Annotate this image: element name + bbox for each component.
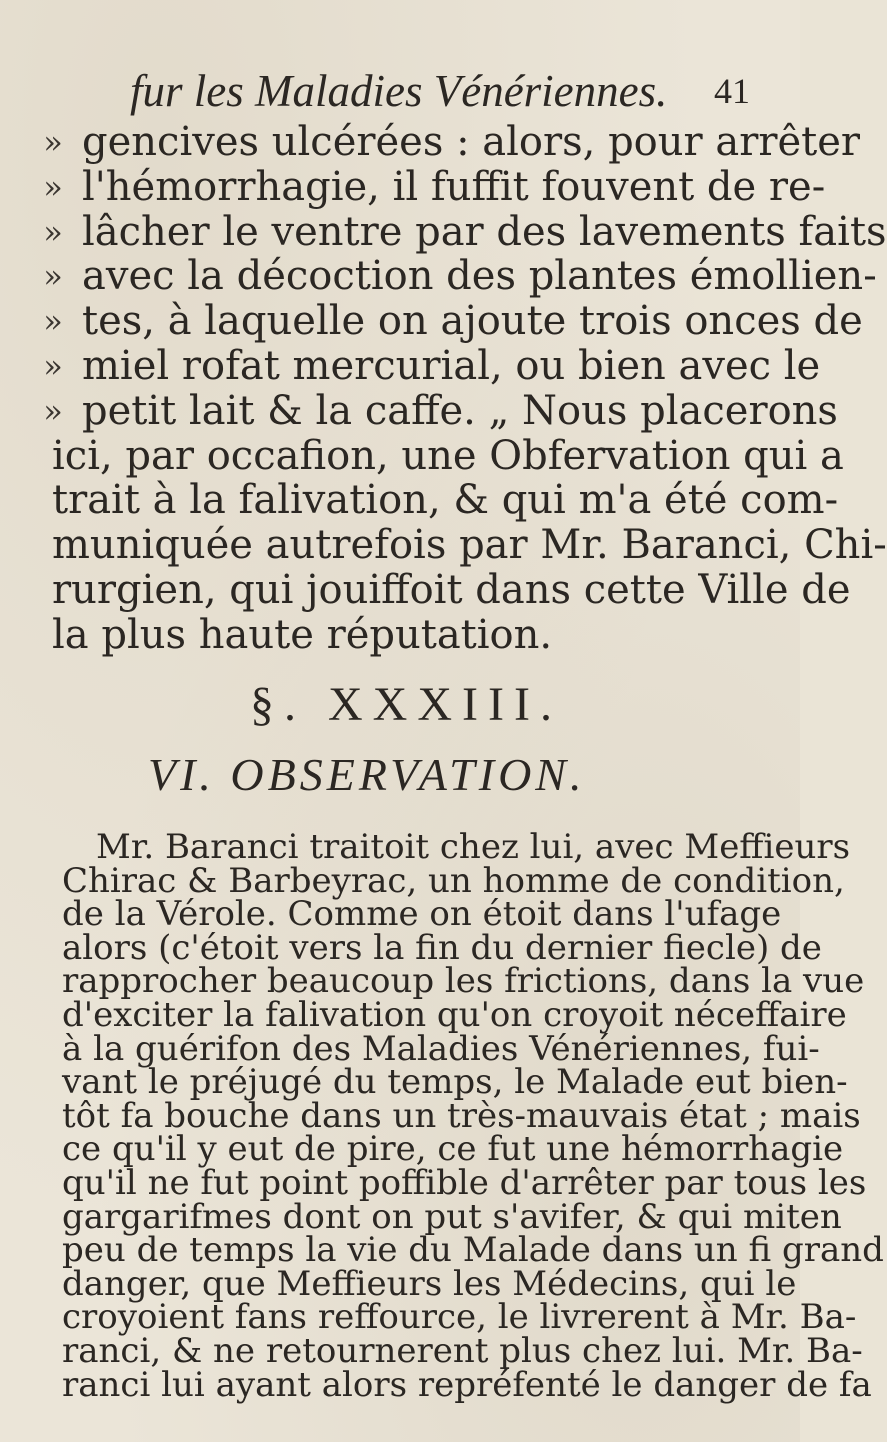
- observation-line: Chirac & Barbeyrac, un homme de condition,: [62, 860, 845, 901]
- body-line: muniquée autrefois par Mr. Baranci, Chi-: [52, 522, 887, 569]
- page-number: 41: [714, 71, 750, 111]
- quoted-line-text: gencives ulcérées : alors, pour arrêter: [82, 119, 860, 165]
- body-line: rurgien, qui jouiffoit dans cette Ville de: [52, 567, 851, 613]
- observation-line: Mr. Baranci traitoit chez lui, avec Meffieurs: [96, 827, 851, 867]
- observation-line: de la Vérole. Comme on étoit dans l'ufage: [62, 894, 782, 935]
- quoted-line-text: l'hémorrhagie, il fuffit fouvent de re-: [82, 163, 826, 210]
- body-line: trait à la falivation, & qui m'a été com-: [52, 477, 839, 524]
- quoted-line-text: miel rofat mercurial, ou bien avec le: [82, 343, 821, 389]
- observation-line: ranci lui ayant alors repréfenté le danger de fa: [62, 1364, 872, 1405]
- quote-mark: »: [43, 391, 63, 430]
- quote-mark: »: [43, 257, 63, 296]
- quote-mark: »: [43, 167, 63, 206]
- observation-line: peu de temps la vie du Malade dans un fi grand: [62, 1230, 884, 1271]
- quoted-line-text: avec la décoction des plantes émollien-: [82, 253, 877, 300]
- observation-line: rapprocher beaucoup les frictions, dans la vue: [62, 961, 865, 1002]
- quote-mark: »: [43, 302, 63, 341]
- quoted-line-text: petit lait & la caffe. „ Nous placerons: [82, 387, 838, 434]
- observation-line: gargarifmes dont on put s'avifer, & qui miten: [62, 1196, 842, 1237]
- quoted-line-text: tes, à laquelle on ajoute trois onces de: [82, 298, 863, 345]
- running-title: fur les Maladies Vénériennes.: [130, 66, 668, 116]
- observation-line: ce qu'il y eut de pire, ce fut une hémorrhagie: [62, 1129, 844, 1170]
- quote-mark: »: [43, 123, 63, 161]
- page-header: [130, 66, 750, 116]
- body-line: la plus haute réputation.: [52, 611, 553, 658]
- body-line: ici, par occafion, une Obfervation qui a: [52, 432, 844, 479]
- observation-line: croyoient fans reffource, le livrerent à Mr. Ba-: [62, 1297, 857, 1338]
- observation-line: d'exciter la falivation qu'on croyoit néceffaire: [62, 995, 847, 1035]
- quote-mark: »: [43, 212, 63, 251]
- quote-mark: »: [43, 347, 63, 385]
- observation-line: qu'il ne fut point poffible d'arrêter par tous les: [62, 1163, 867, 1203]
- observation-line: vant le préjugé du temps, le Malade eut bien-: [62, 1062, 848, 1103]
- section-number: §. XXXIII.: [250, 678, 562, 731]
- quoted-line-text: lâcher le ventre par des lavements faits: [82, 208, 887, 255]
- observation-line: alors (c'étoit vers la fin du dernier fiecle) de: [62, 927, 822, 968]
- observation-line: tôt fa bouche dans un très-mauvais état ; mais: [62, 1095, 861, 1136]
- observation-line: à la guérifon des Maladies Vénériennes, fui-: [62, 1028, 820, 1069]
- section-title: VI. OBSERVATION.: [148, 749, 586, 800]
- observation-line: ranci, & ne retournerent plus chez lui. Mr. Ba-: [62, 1331, 863, 1371]
- observation-line: danger, que Meffieurs les Médecins, qui le: [62, 1263, 797, 1304]
